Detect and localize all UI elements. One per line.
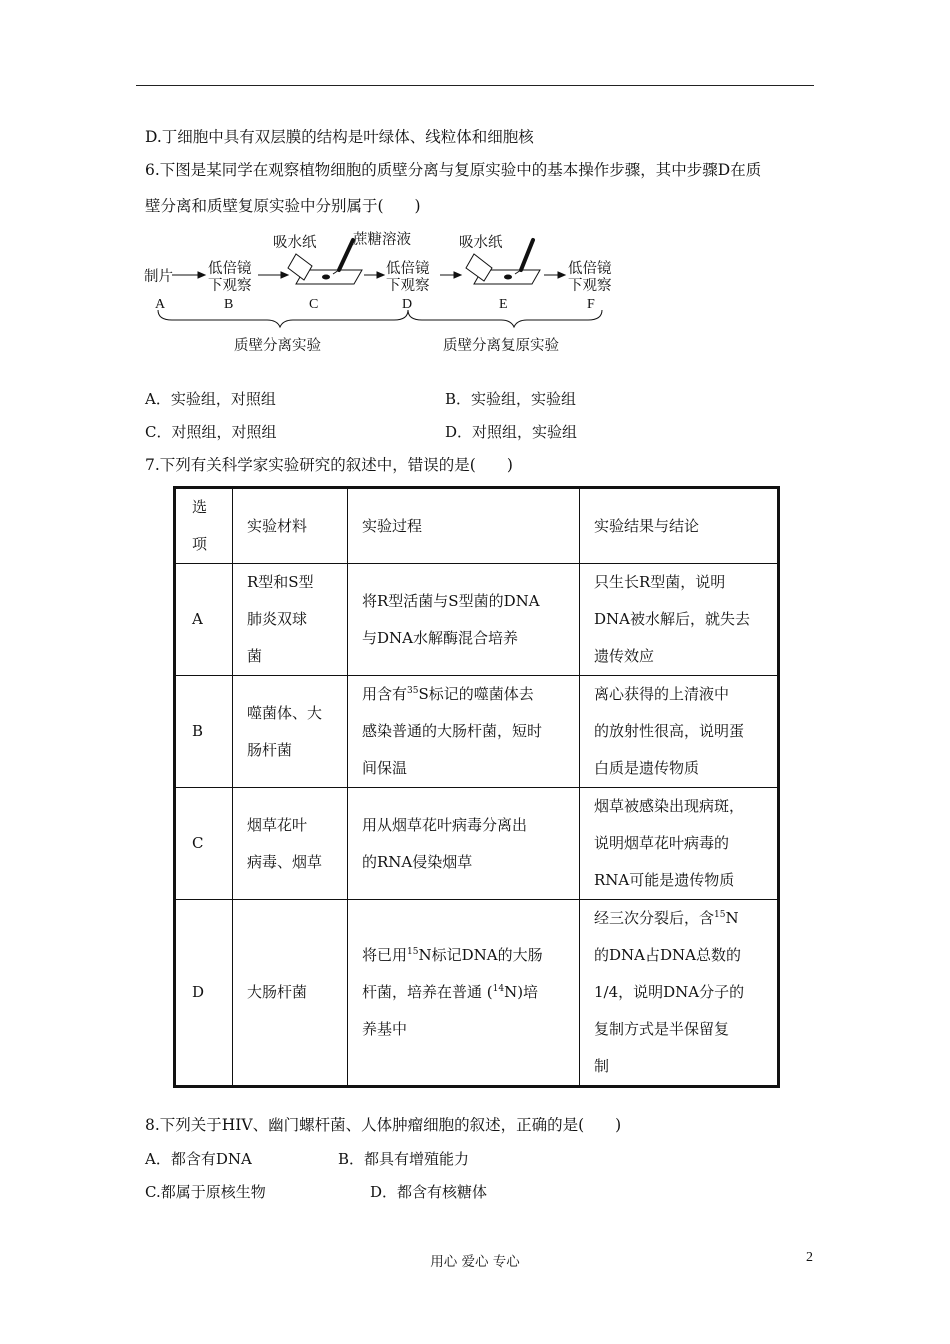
row-c-process: 用从烟草花叶病毒分离出 的RNA侵染烟草 — [348, 788, 580, 900]
step-a-label: 制片 — [144, 269, 173, 285]
step-f-letter: F — [587, 297, 595, 312]
step-b-letter: B — [224, 297, 234, 312]
step-c-letter: C — [309, 297, 319, 312]
row-d-material: 大肠杆菌 — [233, 900, 348, 1087]
row-a-material: R型和S型 肺炎双球 菌 — [233, 564, 348, 676]
step-d-letter: D — [402, 297, 413, 312]
table-row-b — [175, 676, 779, 788]
q6-option-b: B．实验组，实验组 — [445, 390, 577, 408]
header-result: 实验结果与结论 — [580, 488, 779, 564]
row-b-option: B — [175, 676, 233, 788]
row-a-result: 只生长R型菌，说明 DNA被水解后，就失去 遗传效应 — [580, 564, 779, 676]
step-d-label-2: 下观察 — [386, 278, 430, 294]
row-a-process: 将R型活菌与S型菌的DNA 与DNA水解酶混合培养 — [348, 564, 580, 676]
brace-plasmolysis — [158, 310, 408, 327]
q6-option-a: A．实验组，对照组 — [145, 390, 276, 408]
page-footer: 用心 爱心 专心 — [430, 1254, 520, 1270]
header-rule — [136, 85, 814, 86]
row-c-material: 烟草花叶 病毒、烟草 — [233, 788, 348, 900]
step-a-letter: A — [155, 297, 166, 312]
arrow-d-e-head — [454, 272, 461, 278]
step-b-label-1: 低倍镜 — [208, 261, 252, 277]
step-e-letter: E — [499, 297, 508, 312]
table-row-c — [175, 788, 779, 900]
step-c-blotting-paper: 吸水纸 — [273, 235, 317, 251]
row-d-result: 经三次分裂后，含$^{15}$N 的DNA占DNA总数的 1/4，说明DNA分子的 复制方式是半保留复 制 — [580, 900, 779, 1087]
row-d-process: 将已用$^{15}$N标记DNA的大肠 杆菌，培养在普通 ($^{14}$N)培 养基中 — [348, 900, 580, 1087]
plasmolysis-steps-diagram — [136, 226, 636, 360]
row-b-material: 噬菌体、大 肠杆菌 — [233, 676, 348, 788]
row-d-option: D — [175, 900, 233, 1087]
arrow-c-d-head — [377, 272, 384, 278]
header-process: 实验过程 — [348, 488, 580, 564]
q7-stem: 7.下列有关科学家实验研究的叙述中，错误的是( ) — [145, 456, 513, 474]
page-number: 2 — [806, 1250, 813, 1265]
q5-option-d: D.丁细胞中具有双层膜的结构是叶绿体、线粒体和细胞核 — [145, 128, 534, 146]
q6-option-d: D．对照组，实验组 — [445, 423, 578, 441]
brace-recovery — [408, 310, 602, 327]
table-row-d — [175, 900, 779, 1087]
q6-stem-line1: 6.下图是某同学在观察植物细胞的质壁分离与复原实验中的基本操作步骤，其中步骤D在质 — [145, 161, 762, 179]
label-recovery-experiment: 质壁分离复原实验 — [443, 338, 559, 354]
row-a-option: A — [175, 564, 233, 676]
label-plasmolysis-experiment: 质壁分离实验 — [234, 338, 321, 354]
q6-option-c: C．对照组，对照组 — [145, 423, 277, 441]
arrow-a-b-head — [198, 272, 205, 278]
step-f-label-2: 下观察 — [568, 278, 612, 294]
step-b-label-2: 下观察 — [208, 278, 252, 294]
row-b-result: 离心获得的上清液中 的放射性很高，说明蛋 白质是遗传物质 — [580, 676, 779, 788]
row-c-result: 烟草被感染出现病斑， 说明烟草花叶病毒的 RNA可能是遗传物质 — [580, 788, 779, 900]
table-header-row — [175, 488, 779, 564]
row-c-option: C — [175, 788, 233, 900]
step-d-label-1: 低倍镜 — [386, 261, 430, 277]
step-e-blotting-paper: 吸水纸 — [459, 235, 503, 251]
q8-option-d: D．都含有核糖体 — [370, 1183, 488, 1201]
q8-option-a: A．都含有DNA — [145, 1150, 252, 1168]
q8-stem: 8.下列关于HIV、幽门螺杆菌、人体肿瘤细胞的叙述，正确的是( ) — [145, 1116, 622, 1134]
row-b-process: 用含有$^{35}$S标记的噬菌体去 感染普通的大肠杆菌，短时 间保温 — [348, 676, 580, 788]
arrow-b-c-head — [281, 272, 288, 278]
step-c-sucrose-solution: 蔗糖溶液 — [353, 232, 411, 248]
step-f-label-1: 低倍镜 — [568, 261, 612, 277]
q6-stem-line2: 壁分离和质壁复原实验中分别属于( ) — [145, 197, 421, 215]
q7-table — [173, 486, 780, 1088]
q8-option-b: B．都具有增殖能力 — [338, 1150, 470, 1168]
q8-option-c: C.都属于原核生物 — [145, 1183, 266, 1201]
header-material: 实验材料 — [233, 488, 348, 564]
arrow-e-f-head — [558, 272, 565, 278]
table-row-a — [175, 564, 779, 676]
header-option: 选 项 — [175, 488, 233, 564]
